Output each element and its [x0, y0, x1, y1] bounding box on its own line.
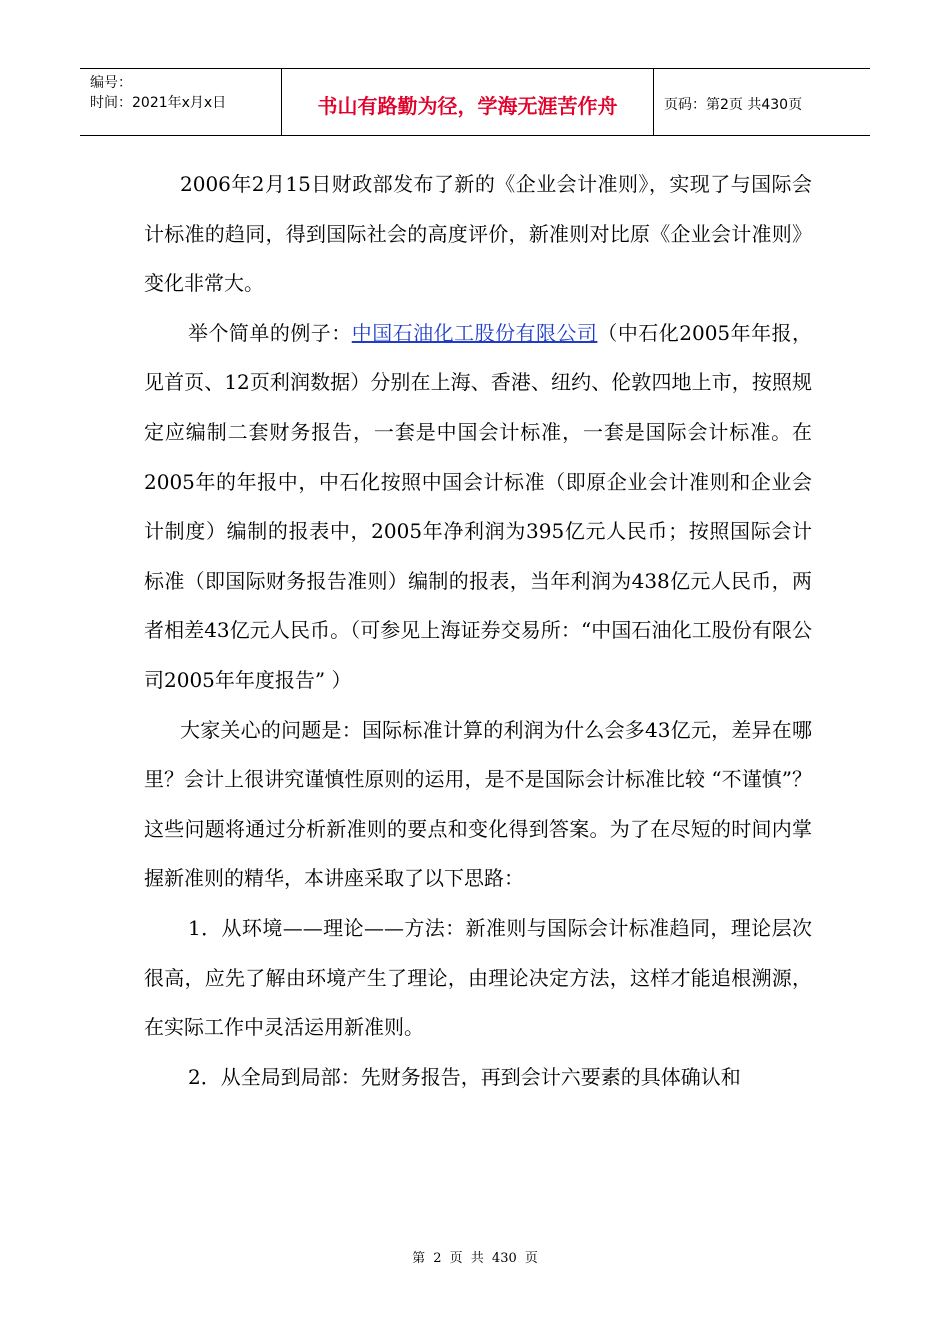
paragraph-5: 2．从全局到局部：先财务报告，再到会计六要素的具体确认和 — [188, 1064, 741, 1089]
paragraph-2-body: （中石化2005年年报，见首页、12页利润数据）分别在上海、香港、纽约、伦敦四地上市，按照规定应编制二套财务报告，一套是中国会计标准，一套是国际会计标准。在2005年的年报中，中石化按照中国会计标准（即原企业会计准则和企业会计制度）编制的报表中，2005年净利润为395亿元人民币；按照国际会计标准（即国际财务报告准则）编制的报表，当年利润为438亿元人民币，两者相差43亿元人民币。（可参见上海证券交易所：“中国石油化工股份有限公司2005年年度报告” ） — [144, 320, 813, 692]
paragraph-2-intro: 举个简单的例子： — [188, 320, 352, 345]
header-page-info: 页码：第2页 共430页 — [664, 97, 803, 113]
sinopec-link[interactable]: 中国石油化工股份有限公司 — [351, 320, 598, 345]
header-meta-cell — [80, 69, 282, 135]
date-label: 时间：2021年x月x日 — [90, 95, 227, 111]
header-motto: 书山有路勤为径，学海无涯苦作舟 — [282, 69, 654, 135]
paragraph-3: 大家关心的问题是：国际标准计算的利润为什么会多43亿元，差异在哪里？会计上很讲究谨慎性原则的运用，是不是国际会计标准比较 “不谨慎”？这些问题将通过分析新准则的要点和变化得到答案。为了在尽短的时间内掌握新准则的精华，本讲座采取了以下思路： — [144, 717, 812, 891]
paragraph-1: 2006年2月15日财政部发布了新的《企业会计准则》，实现了与国际会计标准的趋同，得到国际社会的高度评价，新准则对比原《企业会计准则》变化非常大。 — [144, 172, 812, 296]
paragraph-4: 1．从环境——理论——方法：新准则与国际会计标准趋同，理论层次很高，应先了解由环境产生了理论，由理论决定方法，这样才能追根溯源，在实际工作中灵活运用新准则。 — [144, 915, 812, 1040]
document-header — [80, 68, 870, 136]
page-footer: 第 2 页 共 430 页 — [412, 1251, 538, 1266]
number-label: 编号： — [90, 75, 132, 91]
document-body — [144, 160, 812, 1102]
paragraph-2 — [144, 309, 812, 706]
